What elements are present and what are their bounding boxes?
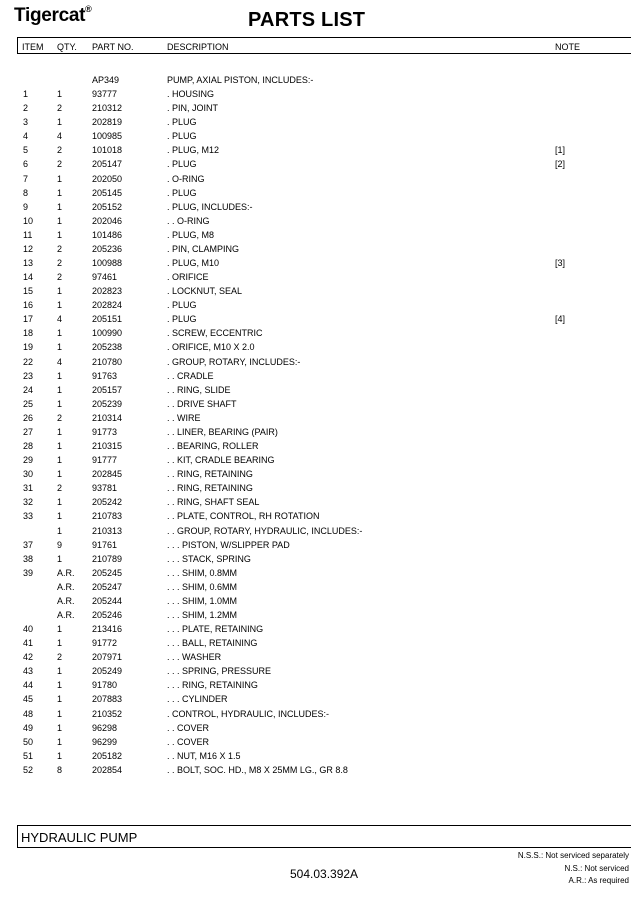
cell-qty: 4 [57,356,63,367]
cell-description: . . NUT, M16 X 1.5 [167,750,241,761]
cell-qty: 2 [57,159,63,170]
cell-part-no: 205247 [92,581,123,592]
cell-description: . . . STACK, SPRING [167,553,251,564]
table-row [0,650,641,664]
cell-description: . PIN, CLAMPING [167,243,240,254]
cell-item: 48 [23,708,34,719]
brand-logo [14,5,92,27]
cell-part-no: 202046 [92,215,123,226]
cell-part-no: 205238 [92,342,123,353]
cell-qty: 1 [57,525,63,536]
cell-part-no: 91780 [92,680,118,691]
cell-part-no: 205245 [92,567,123,578]
cell-qty: 1 [57,680,63,691]
cell-part-no: 96298 [92,722,118,733]
cell-qty: 1 [57,89,63,100]
cell-item: 10 [23,215,34,226]
legend-ns: N.S.: Not serviced [564,863,629,873]
table-row [0,312,641,326]
cell-qty: 1 [57,384,63,395]
table-row [0,707,641,721]
cell-qty: A.R. [57,581,75,592]
cell-part-no: 91772 [92,638,118,649]
table-row [0,566,641,580]
cell-item: 38 [23,553,34,564]
cell-part-no: 205145 [92,187,123,198]
cell-description: . PLUG [167,131,197,142]
table-row [0,425,641,439]
cell-item: 13 [23,258,34,269]
cell-description: . LOCKNUT, SEAL [167,286,243,297]
cell-qty: 1 [57,750,63,761]
cell-item: 31 [23,483,34,494]
cell-qty: 1 [57,624,63,635]
cell-item: 33 [23,511,34,522]
cell-qty: 1 [57,722,63,733]
cell-description: . . RING, SLIDE [167,384,231,395]
cell-qty: 2 [57,145,63,156]
cell-item: 45 [23,694,34,705]
cell-qty: 8 [57,764,63,775]
cell-description: . . . SHIM, 1.2MM [167,609,238,620]
cell-part-no: 101018 [92,145,123,156]
table-row [0,228,641,242]
cell-description: . . GROUP, ROTARY, HYDRAULIC, INCLUDES:- [167,525,363,536]
cell-item: 14 [23,272,34,283]
legend-ar: A.R.: As required [568,876,629,885]
table-row [0,397,641,411]
cell-part-no: 202823 [92,286,123,297]
cell-description: . . RING, RETAINING [167,469,253,480]
cell-description: . PLUG [167,159,197,170]
table-row [0,284,641,298]
registered-mark: ® [85,3,92,14]
cell-description: . . KIT, CRADLE BEARING [167,455,275,466]
cell-item: 30 [23,469,34,480]
cell-part-no: 210315 [92,441,123,452]
cell-item: 50 [23,736,34,747]
cell-part-no: 210789 [92,553,123,564]
abbreviation-legend [518,850,629,888]
cell-qty: 1 [57,173,63,184]
table-row [0,481,641,495]
cell-description: . PLUG, M10 [167,258,220,269]
table-row [0,678,641,692]
table-row [0,355,641,369]
table-row [0,721,641,735]
cell-qty: 1 [57,201,63,212]
document-number: 504.03.392A [290,867,359,881]
cell-qty: 1 [57,187,63,198]
table-row [0,509,641,523]
cell-item: 1 [23,89,29,100]
cell-description: . . LINER, BEARING (PAIR) [167,426,278,437]
cell-item: 26 [23,412,34,423]
section-title: HYDRAULIC PUMP [21,830,138,845]
cell-item: 39 [23,567,34,578]
cell-description: . . DRIVE SHAFT [167,398,237,409]
header-item: ITEM [22,42,44,52]
cell-part-no: 93781 [92,483,118,494]
cell-part-no: 207971 [92,652,123,663]
cell-qty: 2 [57,412,63,423]
table-row [0,552,641,566]
table-row [0,524,641,538]
cell-description: . PIN, JOINT [167,103,219,114]
cell-description: . . PLATE, CONTROL, RH ROTATION [167,511,320,522]
cell-part-no: 210312 [92,103,123,114]
cell-part-no: 100988 [92,258,123,269]
table-row [0,298,641,312]
cell-item: 8 [23,187,29,198]
table-row [0,73,641,87]
cell-item: 15 [23,286,34,297]
table-row [0,326,641,340]
table-row [0,594,641,608]
cell-item: 43 [23,666,34,677]
cell-part-no: 210783 [92,511,123,522]
cell-description: . SCREW, ECCENTRIC [167,328,263,339]
cell-part-no: 205147 [92,159,123,170]
cell-description: . . . PISTON, W/SLIPPER PAD [167,539,290,550]
table-row [0,383,641,397]
column-header-bar [17,37,631,54]
cell-qty: A.R. [57,595,75,606]
parts-table-body [0,73,641,777]
cell-description: . PLUG [167,187,197,198]
table-row [0,87,641,101]
cell-description: . . O-RING [167,215,210,226]
cell-qty: 1 [57,286,63,297]
table-row [0,495,641,509]
table-row [0,453,641,467]
cell-qty: 2 [57,652,63,663]
cell-description: . . . SHIM, 1.0MM [167,595,238,606]
cell-part-no: 101486 [92,229,123,240]
cell-part-no: 207883 [92,694,123,705]
cell-item: 2 [23,103,29,114]
cell-note: [4] [555,314,566,325]
cell-qty: 1 [57,426,63,437]
cell-item: 28 [23,441,34,452]
cell-item: 6 [23,159,29,170]
cell-qty: 1 [57,638,63,649]
cell-qty: A.R. [57,567,75,578]
cell-description: . PLUG, M8 [167,229,215,240]
cell-qty: 1 [57,469,63,480]
cell-description: . . BOLT, SOC. HD., M8 X 25MM LG., GR 8.8 [167,764,348,775]
cell-item: 42 [23,652,34,663]
cell-qty: 1 [57,553,63,564]
table-row [0,439,641,453]
cell-part-no: 96299 [92,736,118,747]
cell-item: 16 [23,300,34,311]
cell-qty: 2 [57,103,63,114]
cell-description: . . RING, RETAINING [167,483,253,494]
cell-part-no: 210352 [92,708,123,719]
table-row [0,143,641,157]
cell-qty: 1 [57,370,63,381]
cell-qty: 1 [57,441,63,452]
table-row [0,664,641,678]
cell-part-no: 100990 [92,328,123,339]
cell-part-no: 202824 [92,300,123,311]
cell-qty: 1 [57,300,63,311]
cell-item: 49 [23,722,34,733]
cell-item: 5 [23,145,29,156]
cell-part-no: 205246 [92,609,123,620]
cell-qty: 1 [57,215,63,226]
cell-description: . ORIFICE [167,272,209,283]
legend-nss: N.S.S.: Not serviced separately [517,851,629,860]
cell-part-no: 202854 [92,764,123,775]
cell-part-no: 213416 [92,624,123,635]
cell-part-no: 202050 [92,173,123,184]
cell-note: [1] [555,145,566,156]
cell-note: [3] [555,258,566,269]
cell-part-no: 205151 [92,314,123,325]
table-row [0,115,641,129]
cell-part-no: 202845 [92,469,123,480]
cell-part-no: 91777 [92,455,118,466]
table-row [0,242,641,256]
cell-part-no: 205157 [92,384,123,395]
table-row [0,214,641,228]
cell-part-no: 210780 [92,356,123,367]
cell-qty: 1 [57,666,63,677]
cell-part-no: 91773 [92,426,118,437]
table-row [0,256,641,270]
table-row [0,200,641,214]
table-row [0,270,641,284]
cell-item: 22 [23,356,34,367]
table-row [0,735,641,749]
cell-part-no: 205236 [92,243,123,254]
cell-description: . . . CYLINDER [167,694,228,705]
cell-note: [2] [555,159,566,170]
table-row [0,622,641,636]
table-row [0,749,641,763]
cell-part-no: 205182 [92,750,123,761]
cell-qty: 1 [57,342,63,353]
cell-part-no: 97461 [92,272,118,283]
cell-qty: 2 [57,272,63,283]
cell-description: . GROUP, ROTARY, INCLUDES:- [167,356,301,367]
cell-qty: 1 [57,497,63,508]
cell-qty: 1 [57,708,63,719]
cell-item: 37 [23,539,34,550]
cell-part-no: 210313 [92,525,123,536]
cell-item: 51 [23,750,34,761]
cell-qty: 1 [57,117,63,128]
cell-description: . PLUG, M12 [167,145,220,156]
cell-item: 52 [23,764,34,775]
cell-qty: 1 [57,328,63,339]
cell-qty: A.R. [57,609,75,620]
cell-description: . . . RING, RETAINING [167,680,258,691]
cell-qty: 1 [57,229,63,240]
cell-qty: 4 [57,314,63,325]
table-row [0,340,641,354]
table-row [0,636,641,650]
table-row [0,157,641,171]
cell-item: 23 [23,370,34,381]
cell-item: 24 [23,384,34,395]
cell-description: . CONTROL, HYDRAULIC, INCLUDES:- [167,708,330,719]
cell-description: . . WIRE [167,412,201,423]
cell-part-no: 205152 [92,201,123,212]
cell-part-no: 100985 [92,131,123,142]
cell-part-no: 210314 [92,412,123,423]
cell-qty: 1 [57,736,63,747]
cell-description: . . RING, SHAFT SEAL [167,497,260,508]
cell-qty: 1 [57,398,63,409]
cell-part-no: AP349 [92,75,120,85]
cell-description: . PLUG [167,117,197,128]
header-note: NOTE [555,42,581,52]
cell-description: . HOUSING [167,89,215,100]
cell-qty: 1 [57,694,63,705]
cell-item: 19 [23,342,34,353]
cell-qty: 2 [57,243,63,254]
cell-description: PUMP, AXIAL PISTON, INCLUDES:- [167,75,314,85]
cell-part-no: 205239 [92,398,123,409]
cell-item: 9 [23,201,29,212]
cell-qty: 9 [57,539,63,550]
cell-item: 3 [23,117,29,128]
cell-qty: 2 [57,258,63,269]
cell-part-no: 205249 [92,666,123,677]
cell-description: . . . SHIM, 0.8MM [167,567,238,578]
cell-item: 32 [23,497,34,508]
cell-description: . PLUG, INCLUDES:- [167,201,253,212]
cell-description: . . COVER [167,736,210,747]
table-row [0,580,641,594]
table-row [0,186,641,200]
table-row [0,369,641,383]
cell-item: 7 [23,173,29,184]
table-row [0,763,641,777]
cell-description: . O-RING [167,173,205,184]
cell-description: . . . PLATE, RETAINING [167,624,264,635]
cell-item: 18 [23,328,34,339]
table-row [0,608,641,622]
cell-qty: 2 [57,483,63,494]
cell-item: 27 [23,426,34,437]
cell-description: . . COVER [167,722,210,733]
cell-item: 17 [23,314,34,325]
brand-name: Tigercat [14,5,86,26]
cell-part-no: 91761 [92,539,118,550]
cell-description: . ORIFICE, M10 X 2.0 [167,342,255,353]
cell-item: 25 [23,398,34,409]
cell-description: . PLUG [167,314,197,325]
table-row [0,172,641,186]
section-title-box [17,825,631,848]
cell-item: 12 [23,243,34,254]
cell-item: 40 [23,624,34,635]
table-row [0,101,641,115]
header-description: DESCRIPTION [167,42,229,52]
header-part-no: PART NO. [92,42,134,52]
cell-qty: 4 [57,131,63,142]
table-row [0,411,641,425]
cell-part-no: 93777 [92,89,118,100]
cell-description: . . . SHIM, 0.6MM [167,581,238,592]
cell-part-no: 205244 [92,595,123,606]
cell-part-no: 205242 [92,497,123,508]
cell-description: . . CRADLE [167,370,214,381]
header-qty: QTY. [57,42,77,52]
cell-part-no: 202819 [92,117,123,128]
document-title: PARTS LIST [248,9,366,31]
cell-description: . PLUG [167,300,197,311]
cell-description: . . BEARING, ROLLER [167,441,259,452]
cell-item: 44 [23,680,34,691]
table-row [0,467,641,481]
table-row [0,129,641,143]
cell-item: 41 [23,638,34,649]
cell-item: 4 [23,131,29,142]
cell-item: 11 [23,229,33,240]
cell-description: . . . WASHER [167,652,222,663]
cell-description: . . . BALL, RETAINING [167,638,258,649]
table-row [0,692,641,706]
cell-description: . . . SPRING, PRESSURE [167,666,272,677]
cell-qty: 1 [57,455,63,466]
table-row [0,538,641,552]
cell-qty: 1 [57,511,63,522]
cell-part-no: 91763 [92,370,118,381]
cell-item: 29 [23,455,34,466]
